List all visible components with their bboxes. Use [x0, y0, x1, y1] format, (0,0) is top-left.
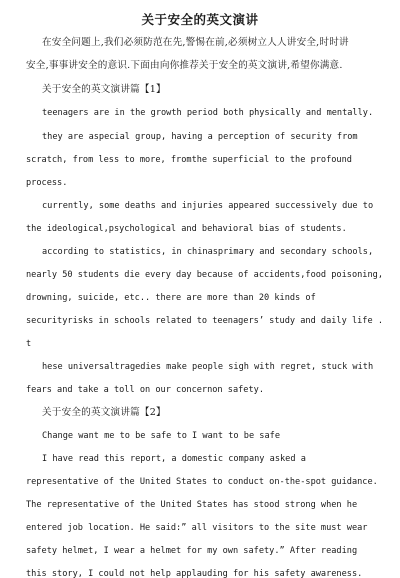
paragraph-line-cn: 关于安全的英文演讲篇【1】	[42, 84, 166, 95]
paragraph-line-en: safety helmet, I wear a helmet for my own safety.” After reading	[26, 546, 358, 556]
document-title: 关于安全的英文演讲	[141, 12, 259, 27]
paragraph-line-en: securityrisks in schools related to teenagers’ study and daily life .	[26, 316, 383, 326]
paragraph-line-cn: 安全,事事讲安全的意识.下面由向你推荐关于安全的英文演讲,希望你满意.	[26, 60, 343, 71]
paragraph-line-en: The representative of the United States has stood strong when he	[26, 500, 358, 510]
paragraph-line-en: teenagers are in the growth period both physically and mentally.	[42, 108, 374, 118]
paragraph-line-en: according to statistics, in chinasprimary and secondary schools,	[42, 247, 374, 257]
paragraph-line-en: Change want me to be safe to I want to be safe	[42, 431, 280, 441]
paragraph-line-en: hese universaltragedies make people sigh with regret, stuck with	[42, 362, 374, 372]
paragraph-line-en: I have read this report, a domestic company asked a	[42, 454, 306, 464]
paragraph-line-en: fears and take a toll on our concernon safety.	[26, 385, 264, 395]
paragraph-line-en: process.	[26, 178, 68, 188]
paragraph-line-en: representative of the United States to conduct on-the-spot guidance.	[26, 477, 378, 487]
paragraph-line-en: entered job location. He said:” all visitors to the site must wear	[26, 523, 368, 533]
paragraph-line-en: nearly 50 students die every day because of accidents,food poisoning,	[26, 270, 383, 280]
paragraph-line-en: scratch, from less to more, fromthe superficial to the profound	[26, 155, 352, 165]
paragraph-line-cn: 关于安全的英文演讲篇【2】	[42, 407, 166, 418]
paragraph-line-en: the ideological,psychological and behavioral bias of students.	[26, 224, 347, 234]
paragraph-line-en: t	[26, 339, 32, 349]
paragraph-line-en: drowning, suicide, etc.. there are more than 20 kinds of	[26, 293, 316, 303]
paragraph-line-cn: 在安全问题上,我们必须防范在先,警惕在前,必须树立人人讲安全,时时讲	[42, 37, 349, 48]
paragraph-line-en: this story, I could not help applauding for his safety awareness.	[26, 569, 363, 578]
paragraph-line-en: they are aspecial group, having a perception of security from	[42, 132, 358, 142]
paragraph-line-en: currently, some deaths and injuries appeared successively due to	[42, 201, 374, 211]
